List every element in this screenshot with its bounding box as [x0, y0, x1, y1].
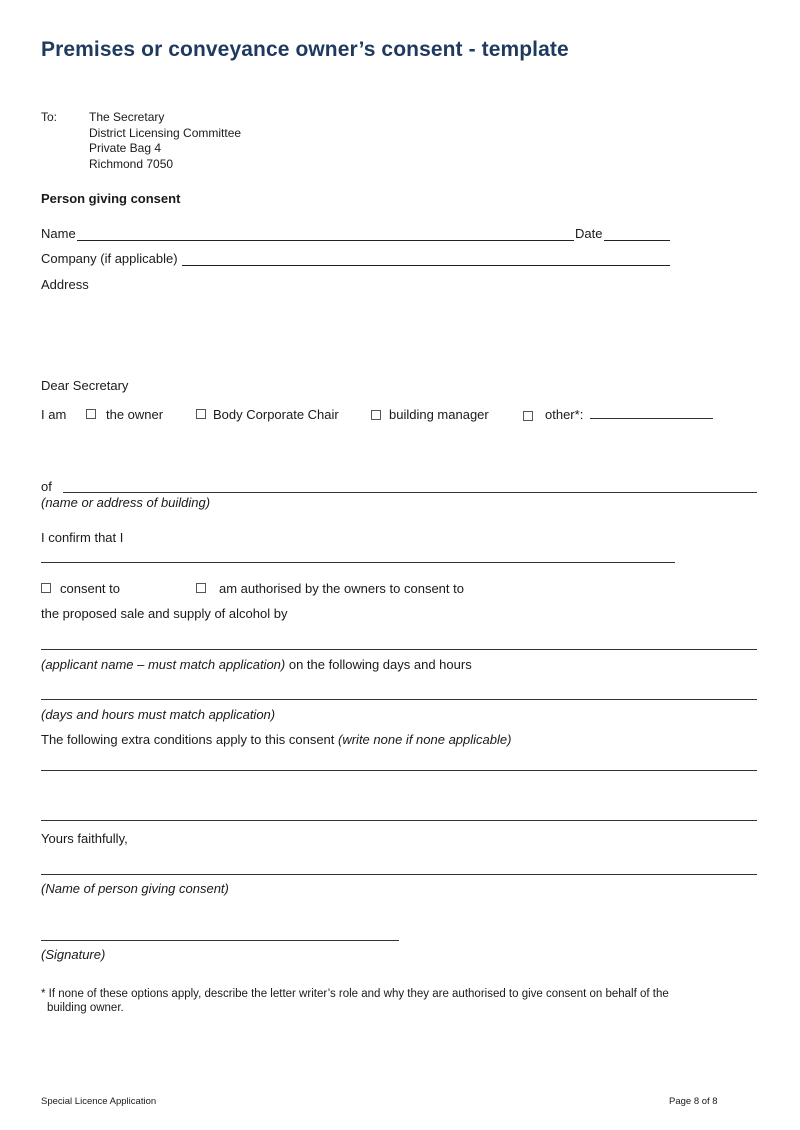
applicant-text: [41, 657, 472, 673]
consent-to-checkbox[interactable]: [41, 583, 51, 593]
building-hint: (name or address of building): [41, 495, 211, 510]
applicant-suffix: on the following days and hours: [285, 657, 472, 672]
footnote: [41, 987, 741, 1015]
date-label: Date: [575, 226, 603, 241]
address-line: Richmond 7050: [89, 156, 174, 171]
authorised-label: am authorised by the owners to consent to: [219, 581, 464, 596]
role-intro: I am: [41, 407, 67, 422]
days-hint: (days and hours must match application): [41, 707, 276, 722]
footnote-line-2: building owner.: [47, 1002, 124, 1014]
consent-to-label: consent to: [60, 581, 120, 596]
body-corporate-chair-label: Body Corporate Chair: [213, 407, 339, 422]
signature-hint: (Signature): [41, 947, 106, 962]
to-label: To:: [41, 110, 58, 124]
address-line: The Secretary: [89, 110, 165, 124]
owner-option-label: the owner: [106, 407, 164, 422]
sale-text: the proposed sale and supply of alcohol by: [41, 606, 288, 621]
company-label: Company (if applicable): [41, 251, 178, 266]
consenter-name-line[interactable]: [41, 874, 757, 875]
company-field-line[interactable]: [182, 265, 670, 266]
building-field-line[interactable]: [63, 492, 757, 493]
date-field-line[interactable]: [604, 240, 670, 241]
days-field-line[interactable]: [41, 699, 757, 700]
consenter-name-hint: (Name of person giving consent): [41, 881, 229, 896]
applicant-hint: (applicant name – must match application): [41, 657, 286, 672]
conditions-field-line-1[interactable]: [41, 770, 757, 771]
conditions-text: [41, 732, 511, 748]
closing: Yours faithfully,: [41, 831, 128, 846]
address-line: Private Bag 4: [89, 141, 162, 155]
name-label: Name: [41, 226, 76, 241]
footer-page-number: Page 8 of 8: [669, 1096, 718, 1107]
footnote-line-1: * If none of these options apply, describe the letter writer’s role and why they are authorised to give consent on behalf of the: [41, 988, 669, 1000]
conditions-hint: (write none if none applicable): [338, 732, 512, 747]
page-title: Premises or conveyance owner’s consent - template: [41, 38, 569, 61]
other-field-line[interactable]: [590, 418, 713, 419]
address-line: District Licensing Committee: [89, 125, 242, 140]
recipient-address: [89, 110, 241, 172]
owner-checkbox[interactable]: [86, 409, 96, 419]
building-manager-label: building manager: [389, 407, 489, 422]
footer-left: Special Licence Application: [41, 1096, 157, 1107]
applicant-field-line[interactable]: [41, 649, 757, 650]
salutation: Dear Secretary: [41, 378, 129, 393]
building-manager-checkbox[interactable]: [371, 410, 381, 420]
conditions-field-line-2[interactable]: [41, 820, 757, 821]
authorised-checkbox[interactable]: [196, 583, 206, 593]
other-label: other*:: [545, 407, 584, 422]
conditions-label: The following extra conditions apply to this consent: [41, 732, 339, 747]
other-checkbox[interactable]: [523, 411, 533, 421]
body-corporate-chair-checkbox[interactable]: [196, 409, 206, 419]
address-label: Address: [41, 277, 89, 292]
name-field-line[interactable]: [77, 240, 574, 241]
of-label: of: [41, 479, 52, 494]
confirm-label: I confirm that I: [41, 530, 124, 545]
signature-line[interactable]: [41, 940, 399, 941]
section-heading: Person giving consent: [41, 191, 181, 206]
confirm-field-line[interactable]: [41, 562, 675, 563]
